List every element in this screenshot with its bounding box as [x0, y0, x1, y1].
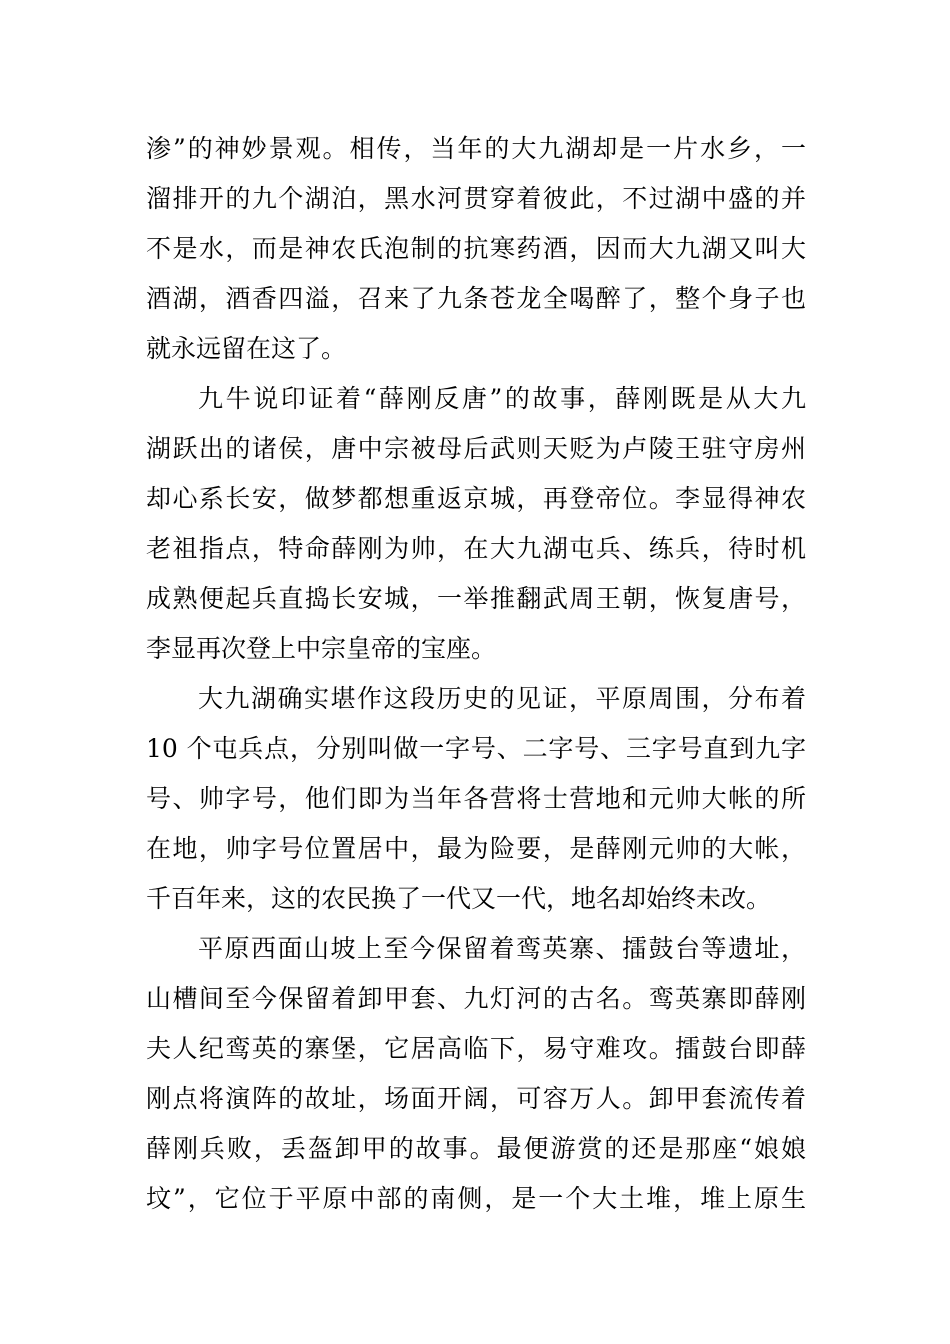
text-line: 九牛说印证着“薛刚反唐”的故事，薛刚既是从大九: [198, 384, 806, 413]
text-line: 坟”，它位于平原中部的南侧，是一个大土堆，堆上原生: [146, 1184, 806, 1213]
text-line: 在地，帅字号位置居中，最为险要，是薛刚元帅的大帐，: [146, 834, 806, 863]
body-text: [146, 124, 806, 1224]
text-line: 薛刚兵败，丢盔卸甲的故事。最便游赏的还是那座“娘娘: [146, 1134, 806, 1163]
text-line: 却心系长安，做梦都想重返京城，再登帝位。李显得神农: [146, 484, 806, 513]
paragraph-1: [146, 124, 806, 374]
text-line: 渗”的神妙景观。相传，当年的大九湖却是一片水乡，一: [146, 134, 806, 163]
text-line: 老祖指点，特命薛刚为帅，在大九湖屯兵、练兵，待时机: [146, 534, 806, 563]
text-line: 湖跃出的诸侯，唐中宗被母后武则天贬为卢陵王驻守房州: [146, 434, 806, 463]
text-line: 平原西面山坡上至今保留着鸾英寨、擂鼓台等遗址，: [198, 934, 806, 963]
text-line: 酒湖，酒香四溢，召来了九条苍龙全喝醉了，整个身子也: [146, 284, 806, 313]
text-line: 不是水，而是神农氏泡制的抗寒药酒，因而大九湖又叫大: [146, 234, 806, 263]
text-line: 大九湖确实堪作这段历史的见证，平原周围，分布着: [198, 684, 806, 713]
paragraph-2: [146, 374, 806, 674]
text-line: 李显再次登上中宗皇帝的宝座。: [146, 634, 497, 663]
text-line: 夫人纪鸾英的寨堡，它居高临下，易守难攻。擂鼓台即薛: [146, 1034, 806, 1063]
text-line: 山槽间至今保留着卸甲套、九灯河的古名。鸾英寨即薛刚: [146, 984, 806, 1013]
paragraph-4: [146, 924, 806, 1224]
text-line: 溜排开的九个湖泊，黑水河贯穿着彼此，不过湖中盛的并: [146, 184, 806, 213]
text-line: 就永远留在这了。: [146, 334, 347, 363]
text-line: 10 个屯兵点，分别叫做一字号、二字号、三字号直到九字: [146, 734, 806, 763]
text-line: 号、帅字号，他们即为当年各营将士营地和元帅大帐的所: [146, 784, 806, 813]
text-line: 千百年来，这的农民换了一代又一代，地名却始终未改。: [146, 884, 772, 913]
paragraph-3: [146, 674, 806, 924]
text-line: 成熟便起兵直捣长安城，一举推翻武周王朝，恢复唐号，: [146, 584, 806, 613]
text-line: 刚点将演阵的故址，场面开阔，可容万人。卸甲套流传着: [146, 1084, 806, 1113]
